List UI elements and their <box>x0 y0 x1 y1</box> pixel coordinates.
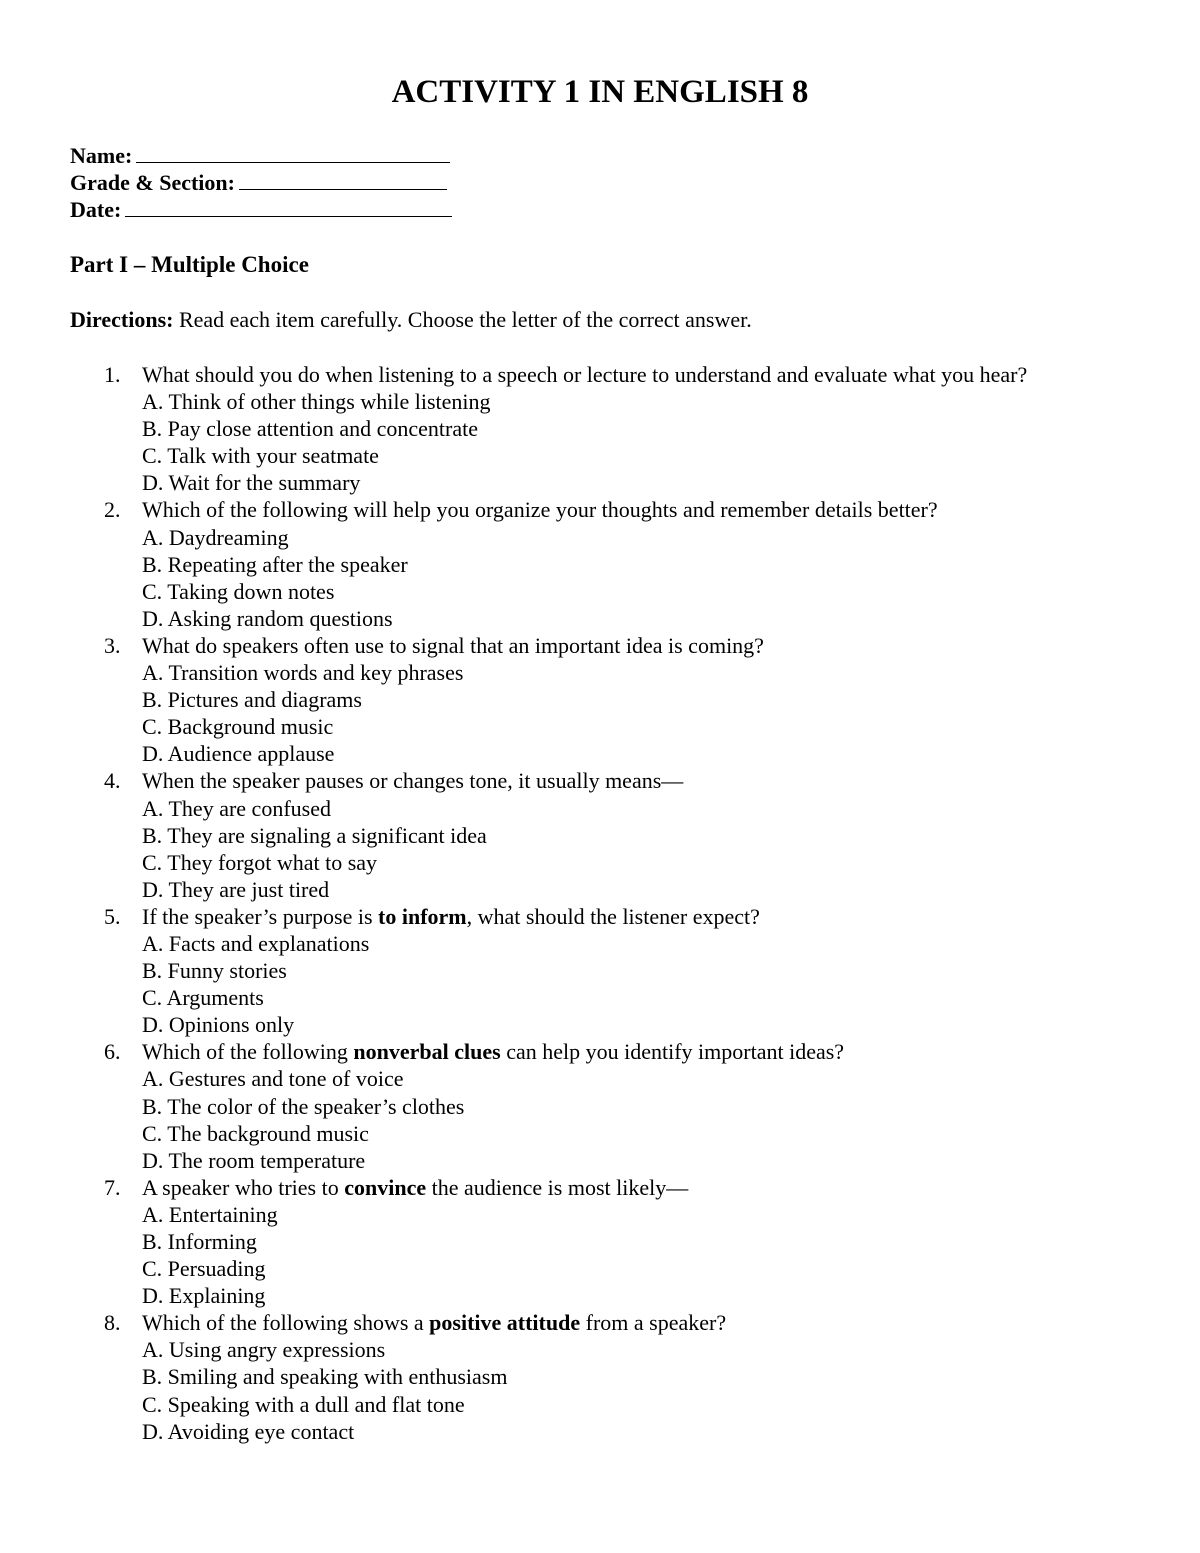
date-label: Date: <box>70 197 122 222</box>
question-text-start: Which of the following shows a <box>142 1310 430 1336</box>
date-field[interactable] <box>70 196 452 223</box>
question-text-start: If the speaker’s purpose is <box>142 903 379 929</box>
question-stem <box>0 496 1200 523</box>
question-number: 8. <box>104 1310 121 1336</box>
question-number: 1. <box>104 362 121 387</box>
question-stem <box>0 361 1200 388</box>
answer-choice[interactable]: D. Explaining <box>142 1283 266 1309</box>
name-blank[interactable] <box>136 144 450 163</box>
question-text <box>142 362 1027 387</box>
answer-choice[interactable]: A. Think of other things while listening <box>142 389 491 415</box>
question-item <box>0 632 1200 767</box>
answer-choice[interactable]: C. Persuading <box>142 1256 266 1282</box>
question-emphasis: convince <box>344 1174 427 1200</box>
question-item <box>0 1038 1200 1173</box>
answer-choice[interactable]: D. Opinions only <box>142 1012 295 1038</box>
answer-choice[interactable]: B. The color of the speaker’s clothes <box>142 1093 465 1119</box>
grade-section-field[interactable] <box>70 169 452 196</box>
answer-choice[interactable]: C. Taking down notes <box>142 578 335 604</box>
question-number: 4. <box>104 768 121 794</box>
question-list <box>0 361 1200 1445</box>
answer-choice[interactable]: B. Repeating after the speaker <box>142 551 408 577</box>
question-text-start: A speaker who tries to <box>142 1174 345 1200</box>
answer-choice[interactable]: B. Pictures and diagrams <box>142 687 362 713</box>
question-text-start: What do speakers often use to signal that an important idea is coming? <box>142 632 764 658</box>
question-text <box>142 497 938 522</box>
question-stem <box>0 1038 1200 1065</box>
question-text <box>142 1310 726 1335</box>
answer-choice[interactable]: A. Using angry expressions <box>142 1337 386 1363</box>
question-text <box>142 633 764 658</box>
answer-choice[interactable]: C. Talk with your seatmate <box>142 443 379 469</box>
date-blank[interactable] <box>125 198 452 217</box>
answer-choice[interactable]: C. Arguments <box>142 985 264 1011</box>
answer-choice[interactable]: C. Speaking with a dull and flat tone <box>142 1391 465 1417</box>
question-text-start: Which of the following will help you organize your thoughts and remember details better? <box>142 497 938 523</box>
answer-choice[interactable]: C. They forgot what to say <box>142 849 378 875</box>
question-text <box>142 768 683 793</box>
answer-choice[interactable]: A. Gestures and tone of voice <box>142 1066 404 1092</box>
page-title: ACTIVITY 1 IN ENGLISH 8 <box>391 74 809 110</box>
question-stem <box>0 903 1200 930</box>
answer-choice[interactable]: A. They are confused <box>142 795 331 821</box>
question-text-start: What should you do when listening to a speech or lecture to understand and evaluate what you hear? <box>142 362 1028 387</box>
question-item <box>0 1174 1200 1309</box>
answer-choice[interactable]: B. Informing <box>142 1229 257 1254</box>
answer-choice[interactable]: A. Facts and explanations <box>142 930 370 956</box>
answer-choice[interactable]: A. Transition words and key phrases <box>142 660 464 686</box>
question-number: 5. <box>104 903 121 929</box>
answer-choice[interactable]: D. Avoiding eye contact <box>142 1418 355 1444</box>
question-text-end: from a speaker? <box>580 1310 727 1336</box>
question-item <box>0 361 1200 496</box>
question-stem <box>0 767 1200 794</box>
question-text-end: , what should the listener expect? <box>466 903 760 929</box>
question-number: 6. <box>104 1039 121 1065</box>
answer-choice[interactable]: D. Wait for the summary <box>142 470 361 496</box>
answer-choice[interactable]: A. Entertaining <box>142 1201 278 1227</box>
answer-choice[interactable]: A. Daydreaming <box>142 524 289 550</box>
question-item <box>0 1309 1200 1444</box>
answer-choice[interactable]: C. The background music <box>142 1120 369 1146</box>
question-number: 7. <box>104 1174 121 1200</box>
grade-section-blank[interactable] <box>239 171 447 190</box>
answer-choice[interactable]: D. Audience applause <box>142 741 335 767</box>
directions-label: Directions: <box>70 307 174 332</box>
question-item <box>0 903 1200 1038</box>
answer-choice[interactable]: D. The room temperature <box>142 1147 366 1173</box>
directions-text: Read each item carefully. Choose the letter of the correct answer. <box>173 307 752 332</box>
answer-choice[interactable]: B. Pay close attention and concentrate <box>142 416 478 442</box>
question-stem <box>0 632 1200 659</box>
part-heading: Part I – Multiple Choice <box>70 252 309 277</box>
question-text <box>142 1039 844 1064</box>
directions <box>70 306 752 334</box>
question-text-start: Which of the following <box>142 1039 354 1065</box>
student-info-fields <box>70 142 452 223</box>
question-text-end: the audience is most likely— <box>426 1174 689 1200</box>
question-text-start: When the speaker pauses or changes tone, it usually means— <box>142 768 684 794</box>
answer-choice[interactable]: D. Asking random questions <box>142 605 393 631</box>
question-item <box>0 496 1200 631</box>
answer-choice[interactable]: B. They are signaling a significant idea <box>142 822 487 848</box>
name-field[interactable] <box>70 142 452 169</box>
answer-choice[interactable]: D. They are just tired <box>142 876 330 902</box>
question-stem <box>0 1309 1200 1336</box>
answer-choice[interactable]: C. Background music <box>142 714 334 740</box>
question-number: 3. <box>104 632 121 658</box>
question-item <box>0 767 1200 902</box>
question-text <box>142 904 760 929</box>
question-text-end: can help you identify important ideas? <box>500 1039 845 1065</box>
question-emphasis: nonverbal clues <box>353 1039 501 1065</box>
question-text <box>142 1175 688 1200</box>
grade-section-label: Grade & Section: <box>70 170 235 195</box>
question-number: 2. <box>104 497 121 523</box>
question-emphasis: to inform <box>378 903 467 929</box>
answer-choice[interactable]: B. Funny stories <box>142 958 287 984</box>
name-label: Name: <box>70 143 133 168</box>
question-stem <box>0 1174 1200 1201</box>
question-emphasis: positive attitude <box>429 1310 581 1336</box>
answer-choice[interactable]: B. Smiling and speaking with enthusiasm <box>142 1364 508 1390</box>
